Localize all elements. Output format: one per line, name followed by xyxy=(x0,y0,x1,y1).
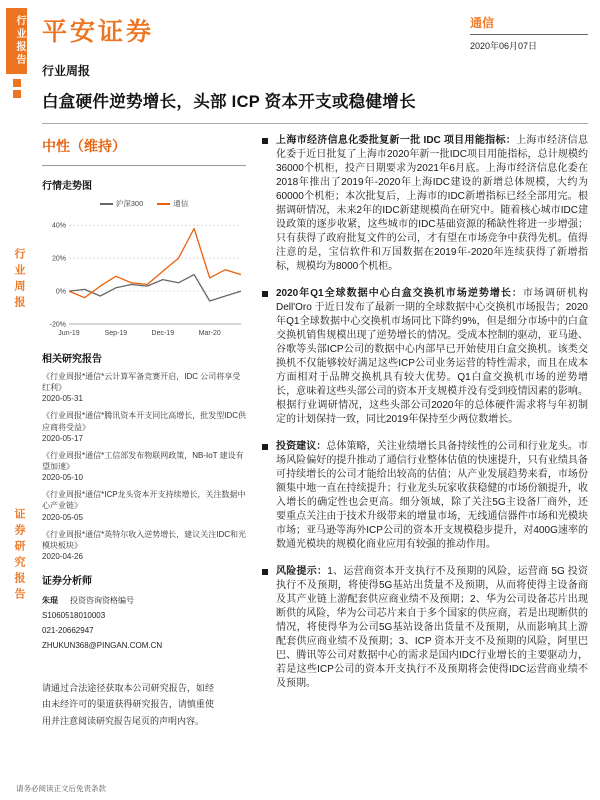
trend-line-chart xyxy=(42,211,246,339)
analyst-name: 朱琨 xyxy=(42,595,58,605)
related-report-title: 《行业周报*通信*工信部发布物联网政策，NB-IoT 建设有望加速》 xyxy=(42,450,244,471)
bullet-body: 1、运营商资本开支执行不及预期的风险，运营商 5G 投资执行不及预期，将使得5G基站出货量不及预期，从而将使得主设备商及其产业链上游配套供应商业绩不及预期；2、华为公司设备芯片出现断供的风险，华为公司芯片来自于多个国家的供应商，若是出现断供的情况，将使得华为公司5G基站设备出货量不及预期，从而影响其上游配套供应商业绩不及预期；3、ICP 资本开支不及预期的风险，阿里巴巴、腾讯等公司对数据中心的需求是国内IDC行业增长的主要驱动力，若是这些ICP公司的资本开支执行不及预期将会使得IDC运营商业绩不及预期。 xyxy=(276,566,588,689)
rail-label-research: 证券研究报告 xyxy=(13,508,25,604)
related-report-item xyxy=(42,450,246,482)
bullet-body: 市场调研机构 Dell'Oro 于近日发布了最新一期的全球数据中心交换机市场报告；2020年Q1全球数据中心交换机市场同比下降约9%，但是细分市场中的白盒交换机销售规模出现了逆势增长的情况。受成本控制的驱动，亚马逊、谷歌等头部ICP公司的数据中心内部早已开始使用白盒交换机。该类交换机不仅能够较好满足这些ICP公司业务运营的特性需求，而且在成本方面相对于品牌交换机具有较大优势。Q1白盒交换机市场的逆势增长，意味着这些头部公司的资本开支规模并没有受到疫情因素的影响。根据行业调研情况，这些头部公司2020年的总体硬件需求将与年初制定的计划保持一致，同比2019年保持至少两位数增长。 xyxy=(276,288,588,425)
svg-text:Sep-19: Sep-19 xyxy=(104,330,128,337)
related-report-item xyxy=(42,410,246,442)
bullet-body: 总体策略，关注业绩增长具备持续性的公司和行业龙头。市场风险偏好的提升推动了通信行业整体估值的快速提升，只有业绩具备可持续增长的公司才能给出较高的估值；从产业发展趋势来看，市场份额集中地一直在持续提升；行业龙头玩家收获稳健的市场份额提升，收入增长的确定性也会更高。细分领域，除了关注5G主设备厂商外，还要重点关注由于技术升级带来的增量市场，无线通信器件市场和光模块市场；亚马逊等海外ICP公司的资本开支规模稳步提升，对400G速率的数通光模块的规模化商业应用有较强的推动作用。 xyxy=(276,441,589,550)
related-report-item xyxy=(42,489,246,521)
body-columns xyxy=(42,134,588,730)
related-report-date: 2020-05-31 xyxy=(42,394,83,404)
orange-square-icon xyxy=(13,90,21,98)
report-title: 白盒硬件逆势增长，头部 ICP 资本开支或稳健增长 xyxy=(42,93,416,111)
bullet-item xyxy=(262,134,588,274)
bullet-text xyxy=(276,440,588,552)
svg-text:Jun-19: Jun-19 xyxy=(58,330,80,337)
bullet-text xyxy=(276,287,588,427)
bullet-title: 风险提示： xyxy=(276,566,328,577)
report-content xyxy=(42,0,588,730)
bullet-title: 上海市经济信息化委批复新一批 IDC 项目用能指标： xyxy=(276,135,517,146)
rail-label-industry-report xyxy=(6,8,27,74)
svg-text:0%: 0% xyxy=(55,288,66,296)
legend-item xyxy=(100,198,144,209)
header-right xyxy=(470,12,588,52)
related-report-title: 《行业周报*通信*英特尔收入逆势增长，建议关注IDC和光模块板块》 xyxy=(42,529,247,550)
report-type-label: 行业周报 xyxy=(42,64,91,78)
bullet-item xyxy=(262,440,588,552)
svg-text:20%: 20% xyxy=(51,255,66,263)
analyst-info xyxy=(42,593,246,654)
related-report-item xyxy=(42,529,246,561)
legend-item xyxy=(157,198,188,209)
left-disclaimer: 请通过合法途径获取本公司研究报告，如经由未经许可的渠道获得研究报告，请慎重使用并注意阅读研究报告尾页的声明内容。 xyxy=(42,682,214,726)
bullet-body: 上海市经济信息化委于近日批复了上海市2020年新一批IDC项目用能指标，总计规模约36000个机柜，投产日期要求为2021年6月底。上海市经济信息化委在2018年推出了2019年-2020年上海IDC建设的新增总体规模，大约为60000个机柜；本次批复后，上海市的IDC新增指标已经全部用完。根据调研情况，未来2年的IDC新建规模尚在研究中。随着核心城市IDC建设政策的逐步收紧，这些城市的IDC基础资源的稀缺性将进一步增强；只有获得了政府批复文件的公司，才有望在市场竞争中获得先机。值得注意的是，宝信软件和万国数据在2019年-2020年连续获得了新增指标，规模均为8000个机柜。 xyxy=(276,135,589,272)
bullet-item xyxy=(262,287,588,427)
analyst-cert-number: S1060518010003 xyxy=(42,611,106,621)
bullet-text xyxy=(276,134,588,274)
analyst-email: ZHUKUN368@PINGAN.COM.CN xyxy=(42,641,163,651)
related-section-title: 相关研究报告 xyxy=(42,354,102,365)
svg-text:Dec-19: Dec-19 xyxy=(151,330,175,337)
industry-tag: 通信 xyxy=(470,14,588,35)
legend-line-swatch xyxy=(100,203,113,205)
legend-line-swatch xyxy=(157,203,170,205)
bullet-title: 投资建议： xyxy=(276,441,327,452)
bullet-title: 2020年Q1全球数据中心白盒交换机市场逆势增长： xyxy=(276,288,523,299)
svg-text:40%: 40% xyxy=(51,222,66,230)
analyst-phone: 021-20662947 xyxy=(42,626,94,636)
report-header xyxy=(42,0,588,52)
bullet-text xyxy=(276,565,588,691)
square-bullet-icon xyxy=(262,444,268,450)
chart-section-title: 行情走势图 xyxy=(42,181,92,192)
title-divider xyxy=(42,123,588,124)
orange-square-icon xyxy=(13,79,21,87)
page-footer-disclaimer: 请务必阅读正文后免责条款 xyxy=(16,784,106,793)
analyst-cert-label: 投资咨询资格编号 xyxy=(70,595,134,605)
related-report-date: 2020-05-10 xyxy=(42,473,83,483)
analyst-name-row xyxy=(42,593,246,608)
rail-label-weekly: 行业周报 xyxy=(13,248,25,312)
legend-label: 沪深300 xyxy=(115,199,144,208)
pingan-securities-logo: 平安证券 xyxy=(42,19,155,46)
bullet-item xyxy=(262,565,588,691)
svg-text:-20%: -20% xyxy=(49,321,66,329)
square-bullet-icon xyxy=(262,291,268,297)
left-column xyxy=(42,134,246,730)
price-trend-chart xyxy=(42,198,246,339)
legend-label: 通信 xyxy=(173,199,189,208)
related-report-title: 《行业周报*通信*ICP龙头资本开支持续增长，关注数据中心产业链》 xyxy=(42,490,246,511)
related-report-date: 2020-05-05 xyxy=(42,512,83,522)
related-reports-list xyxy=(42,371,246,561)
related-report-date: 2020-04-26 xyxy=(42,551,83,561)
left-rail xyxy=(6,8,30,800)
related-report-title: 《行业周报*通信*腾讯资本开支同比高增长，批发型IDC供应商将受益》 xyxy=(42,411,247,432)
rating-badge: 中性（维持） xyxy=(42,134,246,166)
main-column xyxy=(262,134,588,730)
svg-text:Mar-20: Mar-20 xyxy=(198,330,221,337)
square-bullet-icon xyxy=(262,138,268,144)
analyst-section-title: 证券分析师 xyxy=(42,575,92,587)
rail-label-industry-report-text: 行业报告 xyxy=(14,15,25,67)
related-report-title: 《行业周报*通信*云计算军备竞赛开启，IDC 公司将享受红利》 xyxy=(42,372,241,393)
chart-legend xyxy=(42,198,246,209)
related-report-item xyxy=(42,371,246,403)
square-bullet-icon xyxy=(262,569,268,575)
related-report-date: 2020-05-17 xyxy=(42,433,83,443)
report-date: 2020年06月07日 xyxy=(470,41,538,51)
rail-decoration-squares xyxy=(6,79,27,98)
